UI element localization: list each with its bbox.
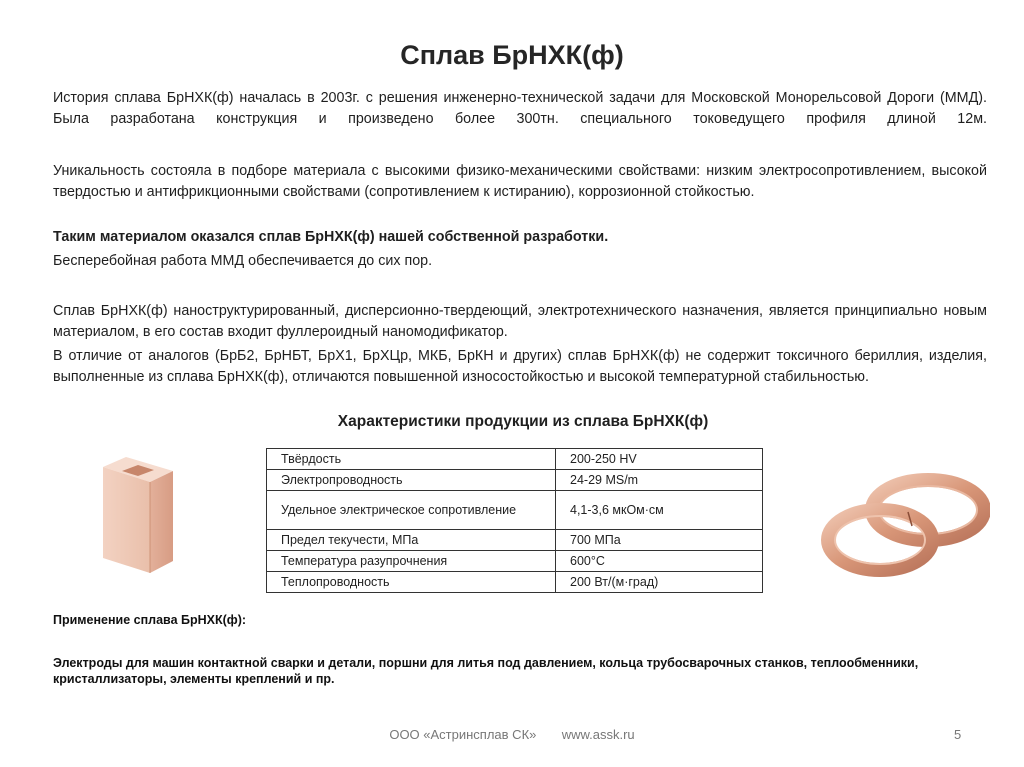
spec-label: Теплопроводность — [267, 572, 556, 593]
spec-label: Твёрдость — [267, 449, 556, 470]
table-row — [267, 530, 763, 551]
table-row — [267, 491, 763, 530]
spec-label: Электропроводность — [267, 470, 556, 491]
spec-value: 24-29 MS/m — [556, 470, 763, 491]
spec-value: 200 Вт/(м·град) — [556, 572, 763, 593]
application-text: Электроды для машин контактной сварки и детали, поршни для литья под давлением, кольца трубосварочных станков, теплообменники, кристаллизаторы, элементы креплений и пр. — [53, 656, 919, 686]
footer — [0, 727, 1024, 742]
page-number: 5 — [954, 727, 962, 742]
copper-rings-image — [818, 470, 990, 578]
table-title: Характеристики продукции из сплава БрНХК(ф) — [337, 413, 709, 430]
paragraph-history — [53, 88, 987, 130]
table-row — [267, 470, 763, 491]
spec-value: 600°С — [556, 551, 763, 572]
footer-company: ООО «Астринсплав СК» — [389, 727, 537, 742]
specs-table — [266, 448, 763, 593]
copper-block-image — [98, 455, 178, 575]
paragraph-comparison: В отличие от аналогов (БрБ2, БрНБТ, БрХ1, БрХЦр, МКБ, БрКН и других) сплав БрНХК(ф) не содержит токсичного бериллия, изделия, выполненные из сплава БрНХК(ф), отличаются повышенной износостойкостью и высокой температурной стабильностью. — [53, 348, 987, 385]
paragraph-uniqueness: Уникальность состояла в подборе материала с высокими физико-механическими свойствами: низким электросопротивлением, высокой твердостью и антифрикционными свойствами (сопротивлением к истиранию), коррозионной стойкостью. — [53, 163, 987, 200]
application-title: Применение сплава БрНХК(ф): — [53, 613, 247, 627]
spec-value: 200-250 HV — [556, 449, 763, 470]
spec-label: Температура разупрочнения — [267, 551, 556, 572]
spec-label: Удельное электрическое сопротивление — [267, 491, 556, 530]
spec-label: Предел текучести, МПа — [267, 530, 556, 551]
table-row — [267, 551, 763, 572]
paragraph-material: Таким материалом оказался сплав БрНХК(ф) нашей собственной разработки. — [53, 229, 609, 245]
table-row — [267, 572, 763, 593]
spec-value: 700 МПа — [556, 530, 763, 551]
page-title: Сплав БрНХК(ф) — [400, 40, 624, 70]
paragraph-nanostructure: Сплав БрНХК(ф) наноструктурированный, дисперсионно-твердеющий, электротехнического назначения, является принципиально новым материалом, в его состав входит фуллероидный наномодификатор. — [53, 303, 987, 340]
footer-website-link[interactable]: www.assk.ru — [561, 727, 635, 742]
history-text: История сплава БрНХК(ф) началась в 2003г. с решения инженерно-технической задачи для Московской Монорельсовой Дороги (ММД). Была разработана конструкция и произведено более 300тн. специального токоведущего профиля длиной 12м. — [53, 90, 987, 127]
paragraph-operation: Бесперебойная работа ММД обеспечивается до сих пор. — [53, 253, 433, 269]
table-row — [267, 449, 763, 470]
spec-value: 4,1-3,6 мкОм·см — [556, 491, 763, 530]
